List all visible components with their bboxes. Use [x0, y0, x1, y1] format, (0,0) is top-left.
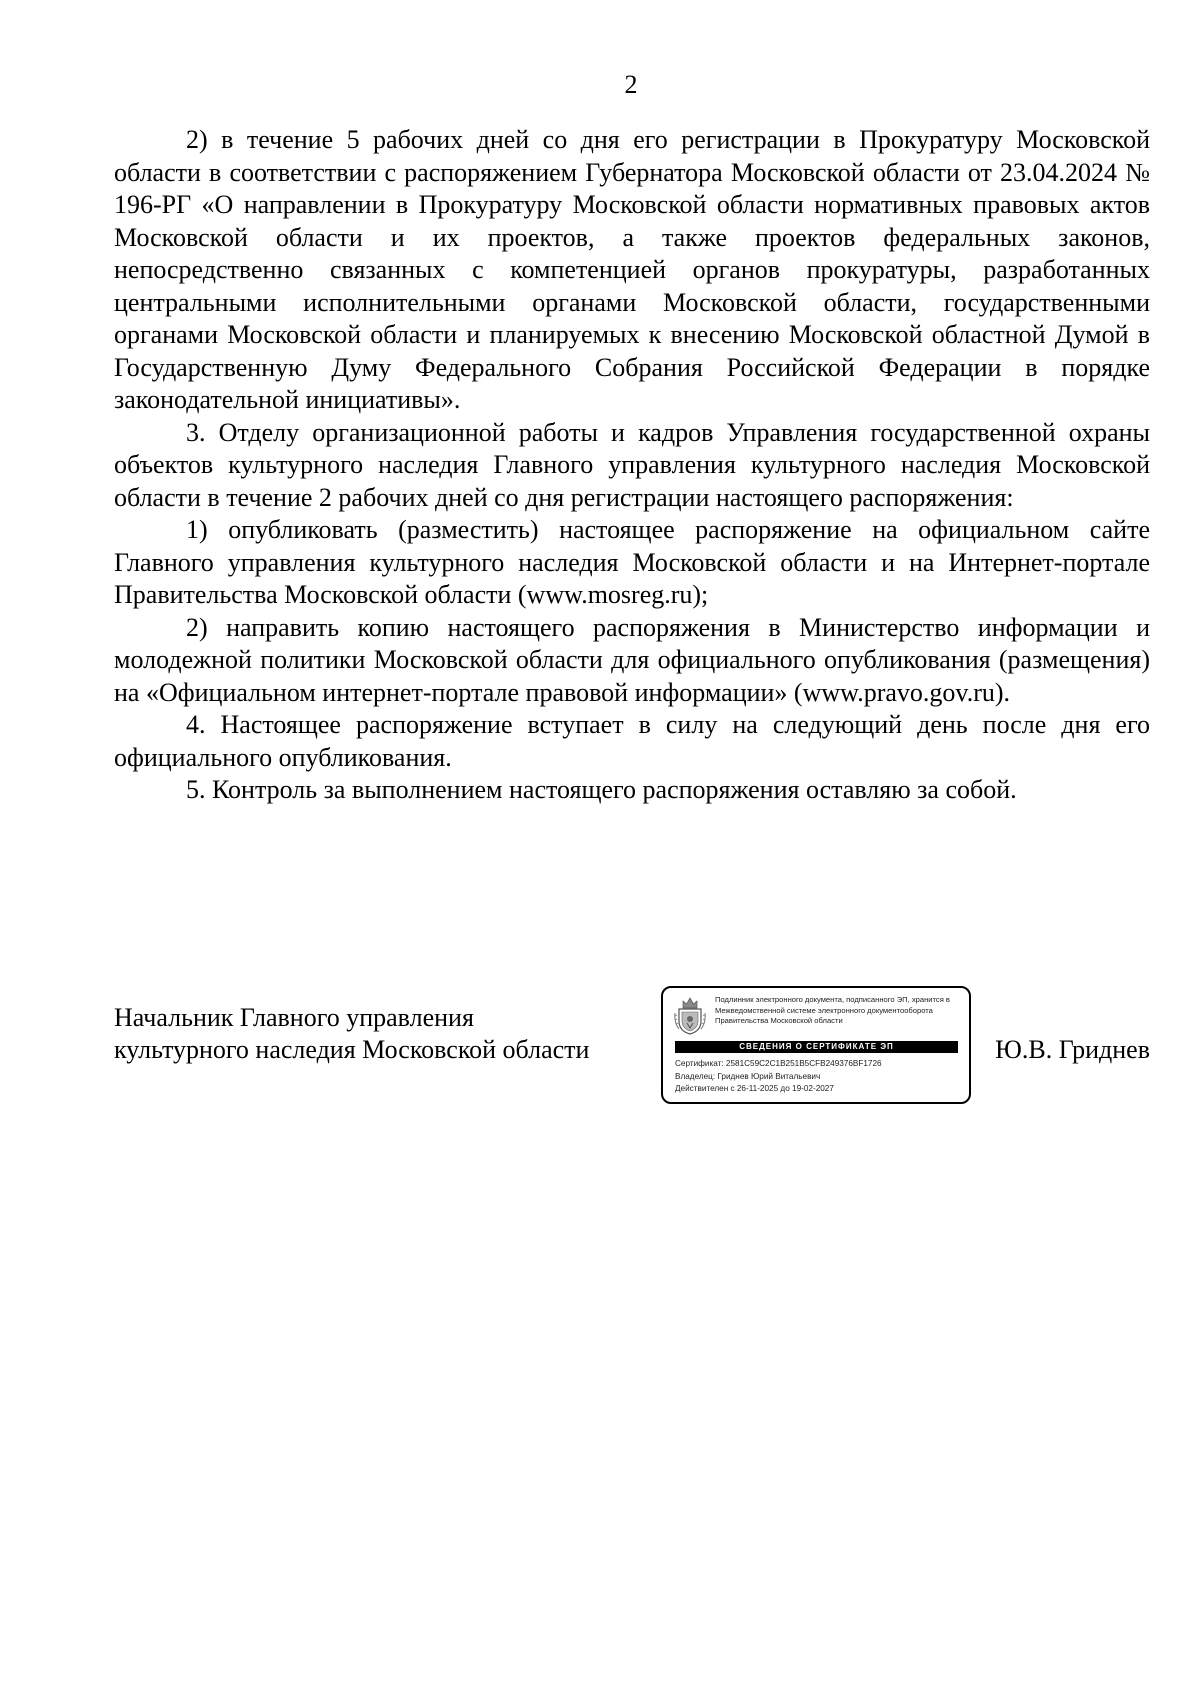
paragraph-department-instructions: 3. Отделу организационной работы и кадров Управления государственной охраны объектов культурного наследия Главного управления культурного наследия Московской области в течение 2 рабочих дней со дня регистрации настоящего распоряжения: — [114, 417, 1150, 512]
stamp-header: СВЕДЕНИЯ О СЕРТИФИКАТЕ ЭП — [675, 1041, 958, 1053]
signer-title-line-1: Начальник Главного управления — [114, 1003, 474, 1032]
stamp-certificate-owner: Владелец: Гриднев Юрий Витальевич — [675, 1071, 821, 1081]
signer-title — [114, 1002, 589, 1066]
stamp-certificate-details — [675, 1058, 965, 1096]
document-body — [114, 124, 1150, 807]
stamp-certificate-number: Сертификат: 2581C59C2C1B251B5CFB249376BF1726 — [675, 1059, 882, 1068]
paragraph-publish-on-site: 1) опубликовать (разместить) настоящее распоряжение на официальном сайте Главного управления культурного наследия Московской области и на Интернет-портале Правительства Московской области (www.mosreg.ru); — [114, 515, 1150, 609]
page-number: 2 — [624, 70, 638, 99]
paragraph-entry-into-force: 4. Настоящее распоряжение вступает в силу на следующий день после дня его официального опубликования. — [114, 710, 1150, 772]
paragraph-send-copy: 2) направить копию настоящего распоряжения в Министерство информации и молодежной политики Московской области для официального опубликования (размещения) на «Официальном интернет-портале правовой информации» (www.pravo.gov.ru). — [114, 612, 1150, 707]
signature-block — [114, 995, 1150, 1132]
signer-title-line-2: культурного наследия Московской области — [114, 1035, 590, 1064]
paragraph-prosecutor-submission: 2) в течение 5 рабочих дней со дня его регистрации в Прокуратуру Московской области в соответствии с распоряжением Губернатора Московской области от 23.04.2024 № 196-РГ «О направлении в Прокуратуру Московской области нормативных правовых актов Московской области и их проектов, а также проектов федеральных законов, непосредственно связанных с компетенцией органов прокуратуры, разработанных центральными исполнительными органами Московской области, государственными органами Московской области и планируемых к внесению Московской областной Думой в Государственную Думу Федерального Собрания Российской Федерации в порядке законодательной инициативы». — [114, 125, 1150, 414]
stamp-certificate-validity: Действителен с 26-11-2025 до 19-02-2027 — [675, 1084, 834, 1093]
moscow-oblast-coat-of-arms-icon — [673, 995, 707, 1035]
electronic-signature-stamp — [661, 986, 971, 1104]
stamp-notice: Подлинник электронного документа, подписанного ЭП, хранится в Межведомственной системе электронного документооборота Правительства Московской области — [715, 995, 950, 1025]
signer-name: Ю.В. Гриднев — [995, 1035, 1150, 1064]
paragraph-control: 5. Контроль за выполнением настоящего распоряжения оставляю за собой. — [186, 775, 1017, 804]
